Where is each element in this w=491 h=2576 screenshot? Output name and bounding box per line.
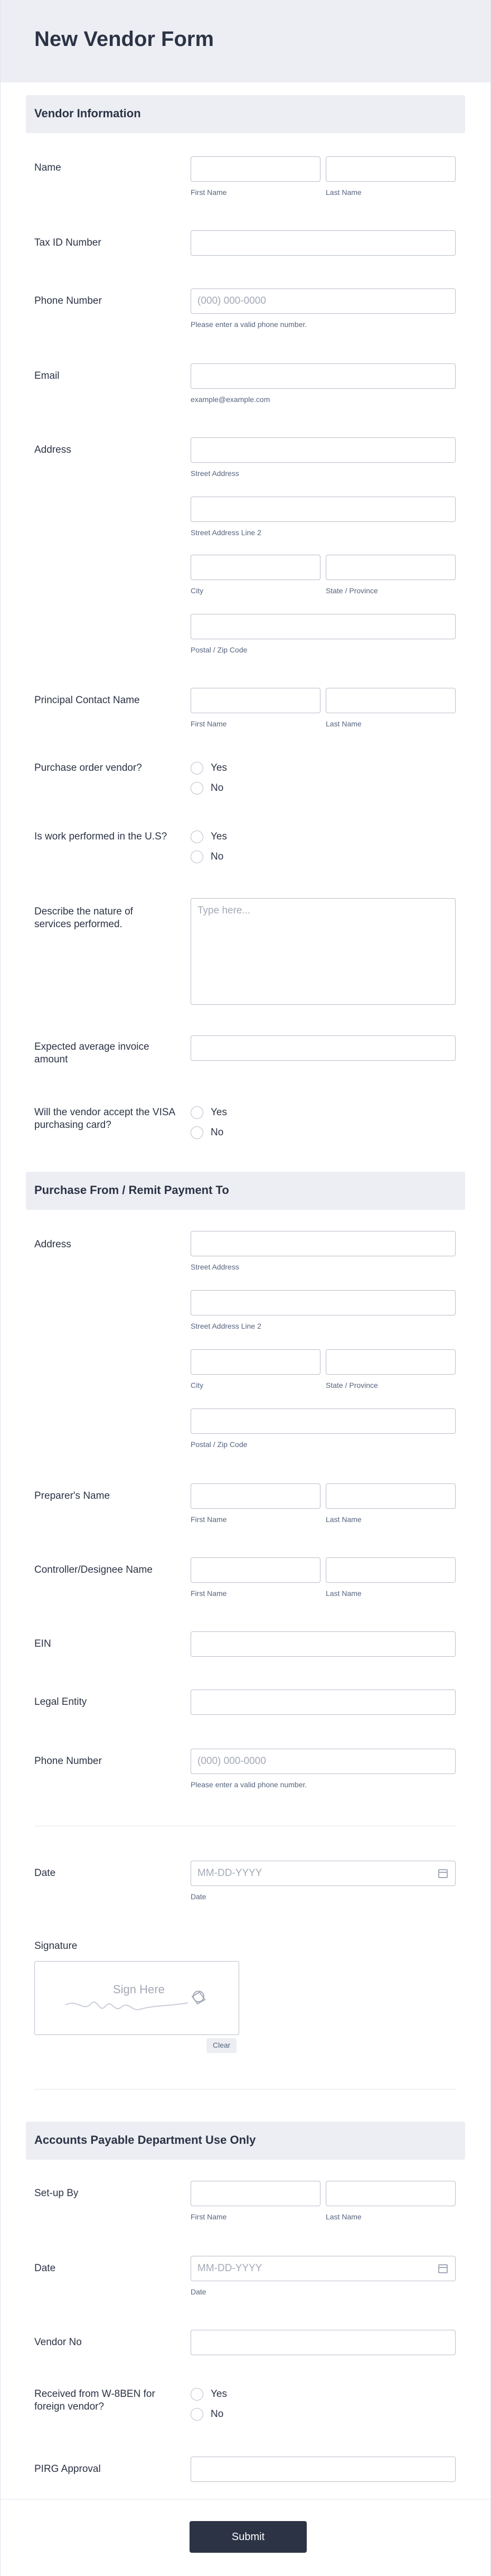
first-name-sublabel: First Name [191,1589,227,1598]
controller-first-name-input[interactable] [191,1557,320,1583]
visa-label: Will the vendor accept the VISA purchasing card? [34,1107,175,1131]
signature-scribble-icon [35,1962,240,2036]
work-us-yes[interactable] [191,830,457,843]
email-hint: example@example.com [191,395,270,404]
date-placeholder: MM-DD-YYYY [197,1868,262,1879]
remit-phone-input[interactable]: (000) 000-0000 [191,1749,456,1774]
vendor-name-label: Name [34,162,61,173]
vendor-postal-input[interactable] [191,614,456,639]
radio-button[interactable] [191,1126,203,1139]
date-sublabel: Date [191,1892,206,1901]
last-name-sublabel: Last Name [326,2213,362,2221]
sign-here-label: Sign Here [113,1983,165,1996]
vendor-no-row [34,2330,457,2362]
option-no-label: No [211,782,224,794]
email-row [34,363,457,411]
principal-contact-row [34,688,457,735]
setup-by-row [34,2181,457,2228]
remit-city-input[interactable] [191,1349,320,1375]
ein-row [34,1631,457,1663]
email-label: Email [34,370,60,381]
remit-date-input[interactable] [191,1861,456,1886]
setup-last-name-input[interactable] [326,2181,456,2206]
preparer-first-name-input[interactable] [191,1483,320,1509]
signature-pad[interactable] [34,1961,239,2035]
setup-by-label: Set-up By [34,2188,79,2199]
remit-phone-label: Phone Number [34,1756,102,1767]
vendor-name-row [34,156,457,204]
ap-date-label: Date [34,2263,56,2274]
email-input[interactable] [191,363,456,389]
date-sublabel: Date [191,2288,206,2296]
section-ap-department: Accounts Payable Department Use Only [26,2122,465,2160]
setup-first-name-input[interactable] [191,2181,320,2206]
services-textarea[interactable]: Type here... [191,898,456,1005]
option-yes-label: Yes [211,2388,227,2400]
vendor-address-label: Address [34,444,71,455]
work-us-label: Is work performed in the U.S? [34,831,167,842]
po-vendor-row [34,762,457,804]
form-title: New Vendor Form [34,27,214,51]
principal-last-name-input[interactable] [326,688,456,713]
ap-date-row [34,2256,457,2303]
last-name-sublabel: Last Name [326,720,362,728]
postal-sublabel: Postal / Zip Code [191,646,248,654]
services-row [34,898,457,1006]
submit-button[interactable]: Submit [190,2521,307,2553]
w8ben-label: Received from W-8BEN for foreign vendor? [34,2388,155,2412]
vendor-street2-input[interactable] [191,497,456,522]
preparer-row [34,1483,457,1531]
work-us-row [34,830,457,873]
option-yes-label: Yes [211,762,227,773]
street-sublabel: Street Address [191,469,239,478]
vendor-city-input[interactable] [191,555,320,580]
last-name-sublabel: Last Name [326,188,362,197]
vendor-phone-row [34,288,457,336]
avg-invoice-label: Expected average invoice amount [34,1041,149,1065]
ein-input[interactable] [191,1631,456,1657]
radio-button[interactable] [191,830,203,843]
ein-label: EIN [34,1638,51,1649]
preparer-label: Preparer's Name [34,1490,110,1501]
remit-address-row [34,1231,457,1453]
phone-hint: Please enter a valid phone number. [191,320,307,329]
remit-street-input[interactable] [191,1231,456,1256]
w8ben-yes[interactable] [191,2388,457,2401]
remit-street2-input[interactable] [191,1290,456,1315]
radio-button[interactable] [191,782,203,795]
visa-row [34,1106,457,1149]
clear-signature-button[interactable]: Clear [206,2038,237,2053]
calendar-icon[interactable] [438,2264,448,2273]
street2-sublabel: Street Address Line 2 [191,1322,261,1330]
vendor-no-input[interactable] [191,2330,456,2355]
option-yes-label: Yes [211,831,227,842]
state-sublabel: State / Province [326,586,378,595]
remit-date-row [34,1861,457,1908]
radio-button[interactable] [191,2388,203,2401]
visa-yes[interactable] [191,1106,457,1119]
remit-phone-row [34,1749,457,1796]
calendar-icon[interactable] [438,1869,448,1878]
radio-button[interactable] [191,762,203,774]
option-yes-label: Yes [211,1107,227,1118]
vendor-state-input[interactable] [326,555,456,580]
form-footer [1,2499,490,2576]
first-name-sublabel: First Name [191,2213,227,2221]
vendor-phone-input[interactable]: (000) 000-0000 [191,288,456,314]
avg-invoice-input[interactable] [191,1035,456,1061]
first-name-sublabel: First Name [191,1515,227,1524]
radio-button[interactable] [191,851,203,863]
vendor-first-name-input[interactable] [191,156,320,182]
last-name-sublabel: Last Name [326,1515,362,1524]
city-sublabel: City [191,586,204,595]
last-name-sublabel: Last Name [326,1589,362,1598]
controller-row [34,1557,457,1605]
signature-label: Signature [34,1940,78,1952]
option-no-label: No [211,851,224,862]
ap-date-input[interactable] [191,2256,456,2281]
section-purchase-from: Purchase From / Remit Payment To [26,1172,465,1210]
legal-entity-input[interactable] [191,1690,456,1715]
vendor-address-row [34,437,457,659]
w8ben-row [34,2388,457,2430]
street-sublabel: Street Address [191,1263,239,1271]
po-vendor-no[interactable] [191,782,457,795]
legal-entity-row [34,1690,457,1721]
po-vendor-yes[interactable] [191,762,457,774]
remit-state-input[interactable] [326,1349,456,1375]
section-vendor-information: Vendor Information [26,95,465,133]
option-no-label: No [211,2409,224,2420]
visa-no[interactable] [191,1126,457,1139]
po-vendor-label: Purchase order vendor? [34,762,142,773]
controller-label: Controller/Designee Name [34,1564,153,1575]
avg-invoice-row [34,1035,457,1067]
pirg-row [34,2457,457,2488]
pirg-label: PIRG Approval [34,2463,101,2475]
phone-hint: Please enter a valid phone number. [191,1780,307,1789]
remit-date-label: Date [34,1868,56,1879]
radio-button[interactable] [191,1106,203,1119]
vendor-last-name-input[interactable] [326,156,456,182]
remit-address-label: Address [34,1239,71,1250]
pirg-input[interactable] [191,2457,456,2482]
form-header [1,0,490,82]
principal-contact-label: Principal Contact Name [34,695,140,706]
option-no-label: No [211,1127,224,1138]
controller-last-name-input[interactable] [326,1557,456,1583]
work-us-no[interactable] [191,851,457,863]
tax-id-label: Tax ID Number [34,237,101,248]
city-sublabel: City [191,1381,204,1389]
vendor-no-label: Vendor No [34,2337,82,2348]
street2-sublabel: Street Address Line 2 [191,528,261,537]
date-placeholder: MM-DD-YYYY [197,2263,262,2274]
state-sublabel: State / Province [326,1381,378,1389]
preparer-last-name-input[interactable] [326,1483,456,1509]
legal-entity-label: Legal Entity [34,1696,87,1707]
vendor-street-input[interactable] [191,437,456,463]
first-name-sublabel: First Name [191,188,227,197]
first-name-sublabel: First Name [191,720,227,728]
vendor-phone-label: Phone Number [34,295,102,306]
signature-row [34,1940,457,2056]
services-label: Describe the nature of services performed. [34,906,133,930]
w8ben-no[interactable] [191,2408,457,2421]
postal-sublabel: Postal / Zip Code [191,1440,248,1449]
principal-first-name-input[interactable] [191,688,320,713]
tax-id-row [34,230,457,262]
remit-postal-input[interactable] [191,1408,456,1434]
radio-button[interactable] [191,2408,203,2421]
tax-id-input[interactable] [191,230,456,256]
